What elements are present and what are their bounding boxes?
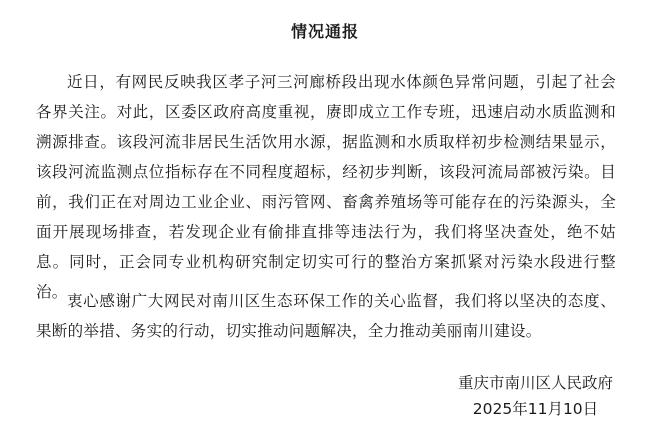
- notice-paragraph-1: 近日，有网民反映我区孝子河三河廊桥段出现水体颜色异常问题，引起了社会各界关注。对此，区委区政府高度重视，赓即成立工作专班，迅速启动水质监测和溯源排查。该段河流非居民生活饮用水源，据监测和水质取样初步检测结果显示，该段河流监测点位指标存在不同程度超标，经初步判断，该段河流局部被污染。目前，我们正在对周边工业企业、雨污管网、畜禽养殖场等可能存在的污染源头，全面开展现场排查，若发现企业有偷排直排等违法行为，我们将坚决查处，绝不姑息。同时，正会同专业机构研究制定切实可行的整治方案抓紧对污染水段进行整治。: [36, 73, 616, 301]
- notice-title: 情况通报: [290, 22, 359, 41]
- issuer-name: 重庆市南川区人民政府: [457, 374, 613, 392]
- notice-paragraph-2: 衷心感谢广大网民对南川区生态环保工作的关心监督，我们将以坚决的态度、果断的举措、务实的行动，切实推动问题解决，全力推动美丽南川建设。: [36, 292, 616, 340]
- signature-block: [458, 370, 613, 422]
- issue-date: 2025年11月10日: [472, 400, 599, 418]
